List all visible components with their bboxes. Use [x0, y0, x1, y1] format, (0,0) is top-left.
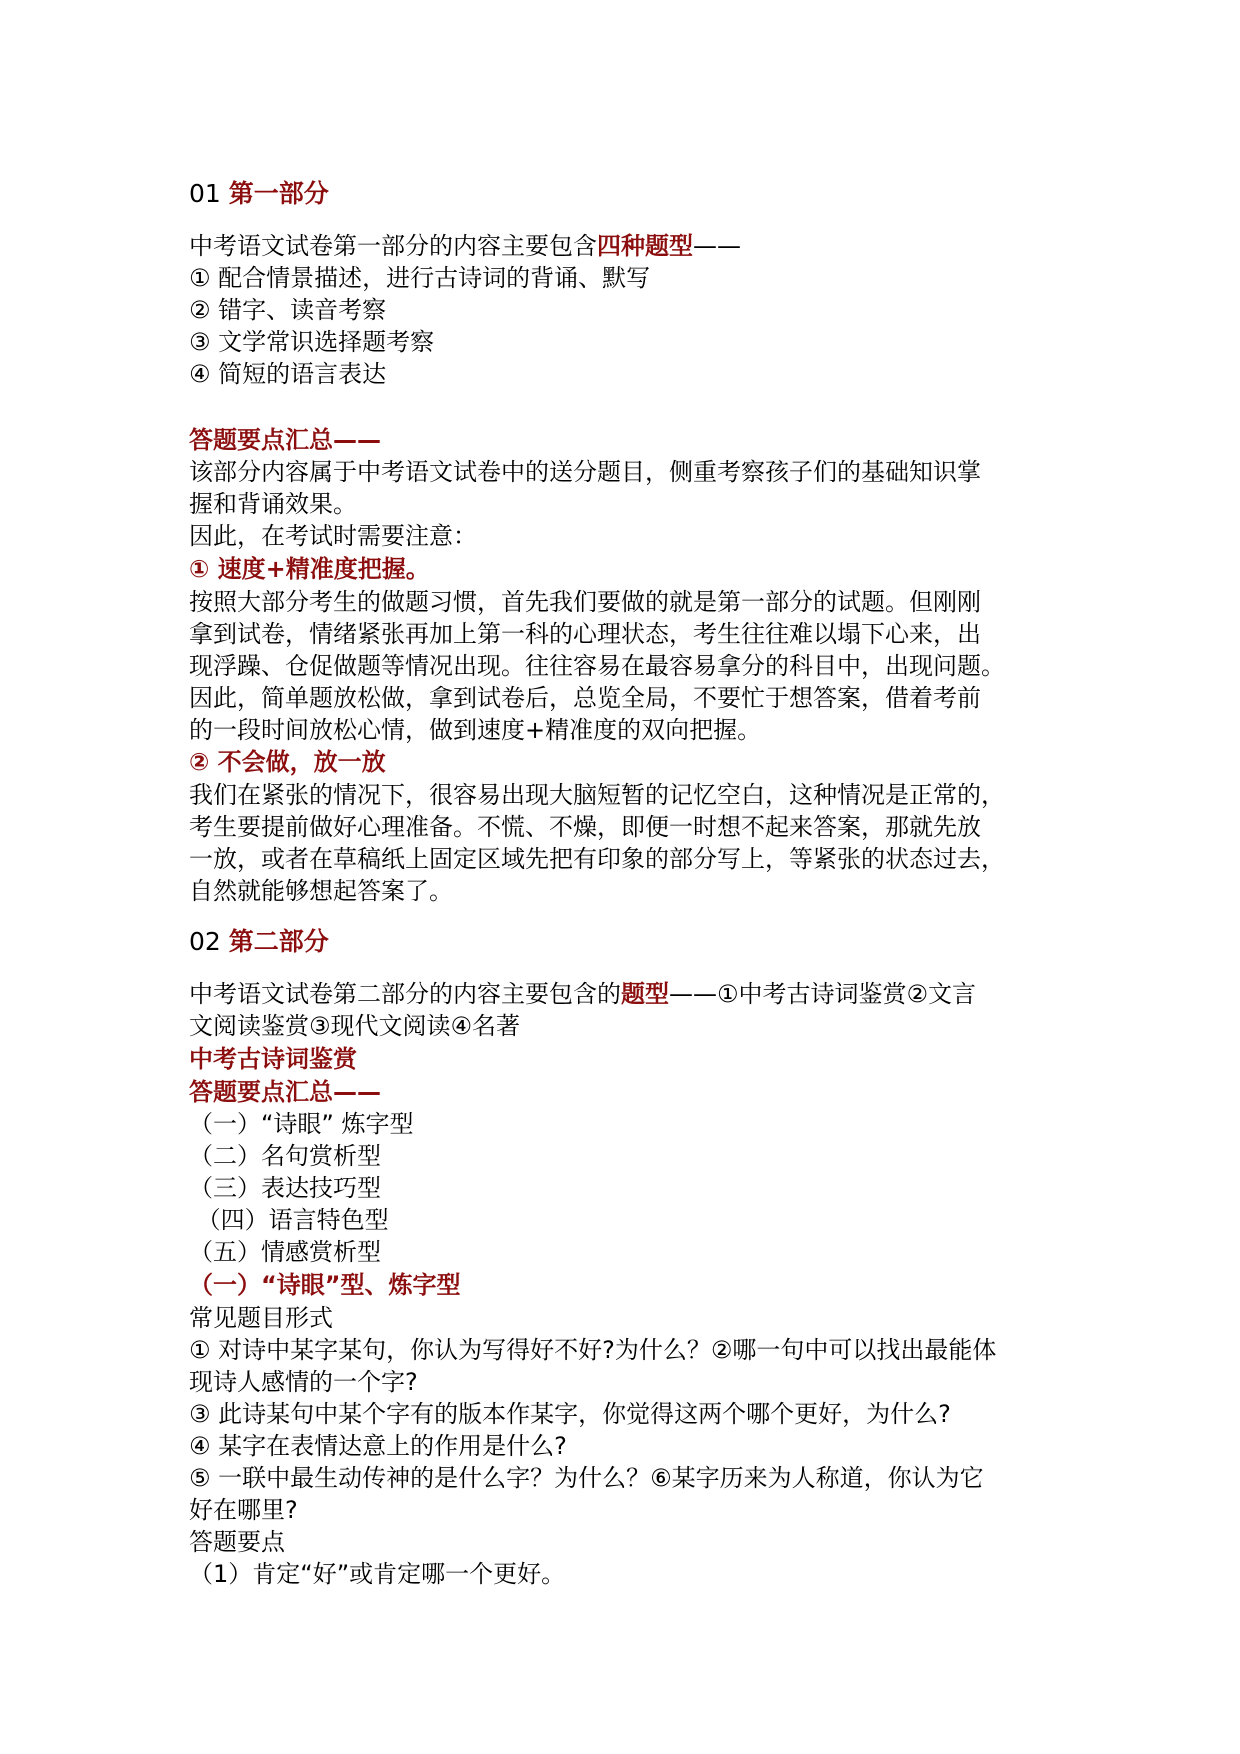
part2-heading: [189, 926, 329, 958]
part1-point1-heading: ① 速度+精准度把握。: [189, 555, 430, 583]
part1-number: 01: [189, 179, 221, 208]
part1-summary-line: 因此，在考试时需要注意：: [189, 522, 477, 550]
part1-point1-line: 拿到试卷，情绪紧张再加上第一科的心理状态，考生往往难以塌下心来，出: [189, 620, 981, 648]
part1-intro-text: 中考语文试卷第一部分的内容主要包含: [189, 232, 597, 260]
part2-form-line: ① 对诗中某字某句，你认为写得好不好?为什么？②哪一句中可以找出最能体: [189, 1336, 997, 1364]
part2-intro-highlight: 题型: [621, 980, 669, 1008]
part2-form-line: 现诗人感情的一个字?: [189, 1368, 418, 1396]
part2-summary-heading: 答题要点汇总——: [189, 1078, 381, 1106]
part1-point2-line: 一放，或者在草稿纸上固定区域先把有印象的部分写上，等紧张的状态过去，: [189, 845, 1005, 873]
part2-form-line: ⑤ 一联中最生动传神的是什么字？为什么？⑥某字历来为人称道，你认为它: [189, 1464, 984, 1492]
part2-form-line: ④ 某字在表情达意上的作用是什么?: [189, 1432, 567, 1460]
part2-form-line: ③ 此诗某句中某个字有的版本作某字，你觉得这两个哪个更好，为什么?: [189, 1400, 951, 1428]
part2-answer-label: 答题要点: [189, 1528, 285, 1556]
part1-intro-highlight: 四种题型: [597, 232, 693, 260]
part2-forms-label: 常见题目形式: [189, 1304, 333, 1332]
part2-type: （四）语言特色型: [189, 1206, 389, 1234]
part2-type1-heading: （一）“诗眼”型、炼字型: [189, 1271, 461, 1299]
part1-heading: [189, 178, 329, 210]
part2-intro-rest: ——①中考古诗词鉴赏②文言: [669, 980, 977, 1008]
part1-item: ④ 简短的语言表达: [189, 360, 387, 388]
part1-point2-heading: ② 不会做，放一放: [189, 748, 386, 776]
part2-type: （二）名句赏析型: [189, 1142, 381, 1170]
part2-intro-text: 中考语文试卷第二部分的内容主要包含的: [189, 980, 621, 1008]
part1-item: ① 配合情景描述，进行古诗词的背诵、默写: [189, 264, 651, 292]
part1-point1-line: 按照大部分考生的做题习惯，首先我们要做的就是第一部分的试题。但刚刚: [189, 588, 981, 616]
part1-point2-line: 我们在紧张的情况下，很容易出现大脑短暂的记忆空白，这种情况是正常的，: [189, 781, 1005, 809]
part1-summary-line: 握和背诵效果。: [189, 490, 357, 518]
part1-title: 第一部分: [228, 179, 329, 208]
part2-type: （三）表达技巧型: [189, 1174, 381, 1202]
part2-intro-line2: 文阅读鉴赏③现代文阅读④名著: [189, 1012, 521, 1040]
part1-point1-line: 现浮躁、仓促做题等情况出现。往往容易在最容易拿分的科目中，出现问题。: [189, 652, 1005, 680]
part2-type: （一）“诗眼” 炼字型: [189, 1110, 414, 1138]
part2-intro: [189, 978, 976, 1010]
part1-point2-line: 考生要提前做好心理准备。不慌、不燥，即便一时想不起来答案，那就先放: [189, 813, 981, 841]
part2-form-line: 好在哪里?: [189, 1496, 298, 1524]
part1-item: ② 错字、读音考察: [189, 296, 387, 324]
part1-point2-line: 自然就能够想起答案了。: [189, 877, 453, 905]
part2-sub-heading: 中考古诗词鉴赏: [189, 1045, 357, 1073]
part1-summary-line: 该部分内容属于中考语文试卷中的送分题目，侧重考察孩子们的基础知识掌: [189, 458, 981, 486]
part1-summary-heading: 答题要点汇总——: [189, 426, 381, 454]
part1-intro: [189, 230, 741, 262]
part1-item: ③ 文学常识选择题考察: [189, 328, 435, 356]
part1-intro-dash: ——: [693, 232, 741, 260]
part1-point1-line: 的一段时间放松心情，做到速度+精准度的双向把握。: [189, 716, 762, 744]
part2-answer-line: （1）肯定“好”或肯定哪一个更好。: [189, 1560, 566, 1588]
part2-type: （五）情感赏析型: [189, 1238, 381, 1266]
part2-number: 02: [189, 927, 221, 956]
part1-point1-line: 因此，简单题放松做，拿到试卷后，总览全局，不要忙于想答案，借着考前: [189, 684, 981, 712]
part2-title: 第二部分: [228, 927, 329, 956]
